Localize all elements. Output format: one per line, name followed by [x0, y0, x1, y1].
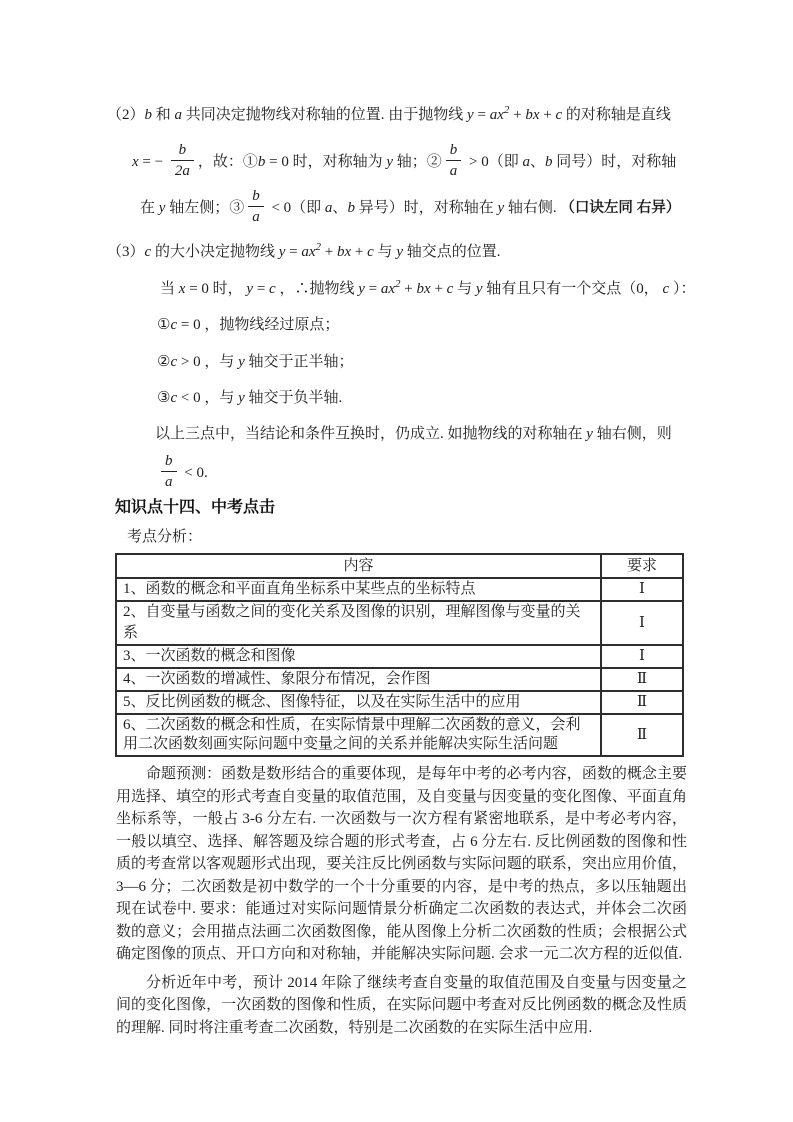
table-row: [116, 578, 683, 601]
math-variable: y: [586, 426, 593, 442]
text-run: +: [509, 107, 526, 123]
math-variable: a: [324, 200, 333, 216]
point2-line-2-formula: [132, 139, 689, 185]
math-variable: b: [144, 107, 153, 123]
text-run: 轴右侧.: [504, 200, 561, 216]
text-run: 以上三点中，当结论和条件互换时，仍成立. 如抛物线的对称轴在: [155, 426, 587, 442]
text-run: 共同决定抛物线对称轴的位置. 由于抛物线: [182, 107, 468, 123]
math-variable: y: [358, 281, 365, 297]
point2-line-3-formula: [140, 185, 689, 231]
math-variable: y: [246, 281, 254, 297]
exam-analysis-label: 考点分析：: [127, 529, 203, 545]
math-variable: c: [269, 281, 276, 297]
text-run: 轴有且只有一个交点（0，: [482, 281, 663, 297]
math-variable: b: [257, 154, 266, 170]
math-variable: c: [170, 354, 178, 370]
text-run: ②: [157, 354, 171, 370]
math-variable: y: [238, 390, 245, 406]
math-variable: a: [174, 107, 183, 123]
math-variable: ax: [301, 244, 316, 260]
table-header-row: [116, 554, 683, 578]
math-variable: c: [555, 107, 563, 123]
math-superscript: 2: [503, 104, 510, 116]
requirement-cell: Ⅱ: [601, 668, 683, 691]
text-run: 、: [529, 154, 545, 170]
requirement-cell: Ⅰ: [601, 645, 683, 668]
text-run: ，故：①: [197, 154, 258, 170]
math-variable: a: [522, 154, 530, 170]
point3-line-1: [107, 240, 689, 264]
text-run: > 0 ，与: [177, 354, 239, 370]
analysis-paragraph: 分析近年中考，预计 2014 年除了继续考查自变量的取值范围及自变量与因变量之间的变化图像，一次函数的图像和性质，在实际问题中考查对反比例函数的概念及性质的理解. 同时将注重考查二次函数，特别是二次函数的在实际生活中应用.: [116, 974, 687, 1036]
point3-conclusion-line: [155, 422, 689, 446]
table-header-content: 内容: [116, 554, 601, 578]
table-row: [116, 691, 683, 714]
point2-line-1: [107, 103, 689, 127]
text-run: （2）: [107, 107, 145, 123]
text-run: 的对称轴是直线: [562, 107, 671, 123]
math-variable: y: [158, 200, 166, 216]
table-row: [116, 714, 683, 756]
content-cell: 1、函数的概念和平面直角坐标系中某些点的坐标特点: [116, 578, 601, 601]
prediction-paragraph: 命题预测：函数是数形结合的重要体现，是每年中考的必考内容，函数的概念主要用选择、填空的形式考查自变量的取值范围，及自变量与因变量的变化图像、平面直角坐标系等，一般占 3-6 分左右. 一次函数与一次方程有紧密地联系，是中考必考内容，一般以填空、选择、解答题及综合题的形式考查，占 6 分左右. 反比例函数的图像和性质的考查常以客观题形式出现，要关注反比例函数与实际问题的联系，突出应用价值，3—6 分；二次函数是初中数学的一个十分重要的内容，是中考的热点，多以压轴题出现在试卷中. 要求：能通过对实际问题情景分析确定二次函数的表达式，并体会二次函数的意义；会用描点法画二次函数图像，能从图像上分析二次函数的性质；会根据公式确定图像的顶点、开口方向和对称轴，并能解决实际问题. 会求一元二次方程的近似值.: [116, 766, 687, 962]
text-run: ，∴抛物线: [275, 281, 359, 297]
text-run: +: [430, 281, 447, 297]
text-run: 轴左侧；③: [165, 200, 245, 216]
content-cell: 5、反比例函数的概念、图像特征，以及在实际生活中的应用: [116, 691, 601, 714]
text-run: 和: [152, 107, 175, 123]
text-run: +: [321, 244, 337, 260]
math-variable: c: [170, 317, 178, 333]
text-run: +: [400, 281, 417, 297]
fraction: $\frac{b}{2a}$: [171, 141, 194, 180]
text-run: ）：: [669, 281, 696, 297]
text-run: 轴交于负半轴.: [244, 390, 343, 406]
text-run: = 0 时，对称轴为: [265, 154, 387, 170]
math-variable: b: [545, 154, 553, 170]
text-run: 同号）时，对称轴: [552, 154, 677, 170]
text-run: =: [285, 244, 302, 260]
math-variable: c: [446, 281, 454, 297]
text-run: 异号）时，对称轴在: [354, 200, 498, 216]
math-variable: y: [396, 244, 403, 260]
text-run: +: [351, 244, 368, 260]
point3-final-formula: [157, 450, 689, 496]
text-run: 在: [140, 200, 159, 216]
point3-line-2: [160, 277, 696, 301]
table-row: [116, 668, 683, 691]
exam-points-table: [115, 553, 684, 757]
math-variable: c: [367, 244, 374, 260]
text-run: 的大小决定抛物线: [151, 244, 279, 260]
text-run: 当: [160, 281, 179, 297]
fraction: $\frac{b}{a}$: [446, 141, 462, 180]
text-run: < 0.: [180, 465, 208, 481]
math-variable: x: [132, 154, 139, 170]
content-cell: 4、一次函数的增减性、象限分布情况，会作图: [116, 668, 601, 691]
text-run: 、: [332, 200, 348, 216]
fraction: $\frac{b}{a}$: [161, 452, 177, 491]
text-run: =: [364, 281, 381, 297]
point3-item-1: [157, 313, 689, 337]
text-run: = 0 时，: [185, 281, 247, 297]
requirement-cell: Ⅱ: [601, 691, 683, 714]
content-cell: 6、二次函数的概念和性质，在实际情景中理解二次函数的意义，会利用二次函数刻画实际问题中变量之间的关系并能解决实际生活问题: [116, 714, 601, 756]
text-run: = 0 ，抛物线经过原点；: [177, 317, 340, 333]
text-run: < 0（即: [267, 200, 325, 216]
point3-item-3: [157, 386, 689, 410]
math-superscript: 2: [315, 241, 322, 253]
fraction: $\frac{b}{a}$: [248, 187, 264, 226]
math-variable: y: [497, 200, 505, 216]
math-variable: y: [467, 107, 474, 123]
page-content: [107, 103, 696, 1039]
text-run: = −: [138, 154, 167, 170]
math-variable: y: [278, 244, 286, 260]
math-variable: x: [178, 281, 186, 297]
section-heading: 知识点十四、中考点击: [115, 499, 276, 516]
bold-mnemonic: （口诀左同 右异）: [560, 200, 681, 216]
text-run: =: [473, 107, 490, 123]
text-run: > 0（即: [465, 154, 523, 170]
text-run: 与: [453, 281, 476, 297]
math-variable: ax: [380, 281, 396, 297]
math-variable: c: [170, 390, 178, 406]
text-run: =: [253, 281, 270, 297]
math-variable: b: [347, 200, 355, 216]
requirement-cell: Ⅰ: [601, 601, 683, 645]
point3-item-2: [157, 350, 689, 374]
math-variable: bx: [525, 107, 540, 123]
math-variable: c: [144, 244, 152, 260]
math-variable: c: [662, 281, 670, 297]
text-run: 轴交点的位置.: [402, 244, 501, 260]
table-header-requirement: 要求: [601, 554, 683, 578]
math-superscript: 2: [395, 278, 401, 290]
text-run: 与: [373, 244, 397, 260]
math-variable: y: [386, 154, 393, 170]
math-variable: y: [475, 281, 483, 297]
text-run: 轴交于正半轴；: [244, 354, 354, 370]
text-run: ③: [157, 390, 171, 406]
math-variable: bx: [336, 244, 352, 260]
table-row: [116, 645, 683, 668]
text-run: 轴；②: [393, 154, 442, 170]
text-run: < 0 ，与: [177, 390, 239, 406]
math-variable: y: [238, 354, 245, 370]
content-cell: 3、一次函数的概念和图像: [116, 645, 601, 668]
text-run: 轴右侧，则: [592, 426, 672, 442]
math-variable: bx: [416, 281, 431, 297]
math-variable: ax: [489, 107, 504, 123]
requirement-cell: Ⅱ: [601, 714, 683, 756]
content-cell: 2、自变量与函数之间的变化关系及图像的识别，理解图像与变量的关系: [116, 601, 601, 645]
text-run: ①: [157, 317, 171, 333]
table-row: [116, 601, 683, 645]
text-run: （3）: [107, 244, 145, 260]
requirement-cell: Ⅰ: [601, 578, 683, 601]
text-run: +: [539, 107, 556, 123]
